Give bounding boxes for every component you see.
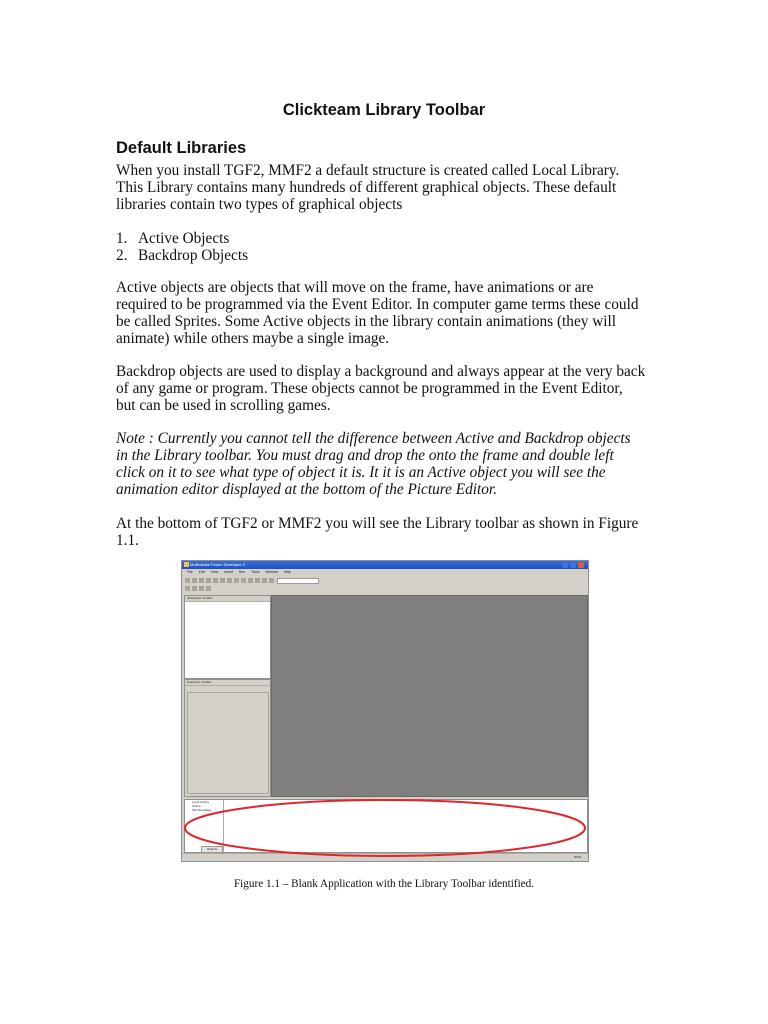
text-line: Active objects are objects that will move on the frame, have animations or are <box>116 279 594 296</box>
text-line: required to be programmed via the Event Editor. In computer game terms these could <box>116 296 639 313</box>
menu-item: Window <box>265 570 278 574</box>
list-label: Backdrop Objects <box>138 247 249 264</box>
library-tree-item: Old Templates <box>192 808 212 812</box>
text-line: be called Sprites. Some Active objects in the library contain animations (they will <box>116 313 617 330</box>
text-line: 1.1. <box>116 532 139 549</box>
panel-header <box>185 596 270 602</box>
object-icon <box>199 586 204 591</box>
text-line: Backdrop objects are used to display a background and always appear at the very back <box>116 363 646 380</box>
library-toolbar-paragraph <box>116 515 656 549</box>
properties-toolbar-panel <box>184 679 271 797</box>
note-paragraph <box>116 430 656 498</box>
intro-paragraph <box>116 162 656 213</box>
menu-item: File <box>187 570 193 574</box>
snap-icon <box>206 586 211 591</box>
list-label: Active Objects <box>138 230 230 247</box>
storyboard-icon <box>262 578 267 583</box>
events-icon <box>255 578 260 583</box>
panel-title: Workspace Toolbar <box>187 596 213 600</box>
menu-bar <box>182 569 588 576</box>
text-line: but can be used in scrolling games. <box>116 397 331 414</box>
text-line: libraries contain two types of graphical objects <box>116 196 403 213</box>
text-line: Note : Currently you cannot tell the difference between Active and Backdrop objects <box>116 430 631 447</box>
text-line: animation editor displayed at the bottom of the Picture Editor. <box>116 481 497 498</box>
menu-item: View <box>210 570 219 574</box>
menu-item: Run <box>238 570 246 574</box>
grid-icon <box>269 578 274 583</box>
main-toolbar <box>184 577 586 584</box>
status-text: NUM <box>574 855 581 859</box>
secondary-toolbar <box>184 585 586 592</box>
new-icon <box>185 578 190 583</box>
library-tab: Objects <box>201 846 223 853</box>
menu-item: Help <box>283 570 292 574</box>
list-number: 2. <box>116 247 128 264</box>
library-tree-item: Local Library <box>192 800 210 804</box>
window-titlebar <box>182 561 588 569</box>
text-line: At the bottom of TGF2 or MMF2 you will see the Library toolbar as shown in Figure <box>116 515 639 532</box>
align-icon <box>185 586 190 591</box>
save-icon <box>199 578 204 583</box>
frame-editor-area <box>271 595 588 797</box>
list-number: 1. <box>116 230 128 247</box>
library-highlight-ellipse <box>180 795 590 865</box>
cut-icon <box>206 578 211 583</box>
object-type-list <box>116 230 248 264</box>
menu-item: Insert <box>224 570 233 574</box>
minimize-icon <box>562 562 568 568</box>
menu-item: Tools <box>251 570 260 574</box>
panel-title: Properties Toolbar <box>187 680 212 684</box>
document-title: Clickteam Library Toolbar <box>282 101 486 119</box>
backdrop-objects-paragraph <box>116 363 656 414</box>
text-line: When you install TGF2, MMF2 a default structure is created called Local Library. <box>116 162 620 179</box>
workspace-toolbar-panel <box>184 595 271 679</box>
window-title: Multimedia Fusion Developer 2 <box>190 562 246 567</box>
text-line: This Library contains many hundreds of different graphical objects. These default <box>116 179 617 196</box>
active-objects-paragraph <box>116 279 656 347</box>
text-line: click on it to see what type of object it is. It it is an Active object you will see the <box>116 464 606 481</box>
close-icon <box>578 562 584 568</box>
list-item <box>116 230 248 247</box>
maximize-icon <box>570 562 576 568</box>
text-line: in the Library toolbar. You must drag and drop the onto the frame and double left <box>116 447 614 464</box>
text-line: animate) while others maybe a single image. <box>116 330 390 347</box>
zoom-combo <box>277 578 319 584</box>
layer-icon <box>192 586 197 591</box>
library-tree-item: Online <box>192 804 201 808</box>
redo-icon <box>234 578 239 583</box>
text-line: of any game or program. These objects cannot be programmed in the Event Editor, <box>116 380 623 397</box>
panel-header <box>185 680 270 686</box>
paste-icon <box>220 578 225 583</box>
list-item <box>116 247 248 264</box>
run-icon <box>241 578 246 583</box>
open-icon <box>192 578 197 583</box>
section-heading: Default Libraries <box>116 139 247 157</box>
menu-item: Edit <box>198 570 205 574</box>
undo-icon <box>227 578 232 583</box>
figure-caption: Figure 1.1 – Blank Application with the Library Toolbar identified. <box>233 878 535 890</box>
properties-area <box>187 692 269 794</box>
copy-icon <box>213 578 218 583</box>
frame-icon <box>248 578 253 583</box>
app-icon <box>184 562 189 567</box>
